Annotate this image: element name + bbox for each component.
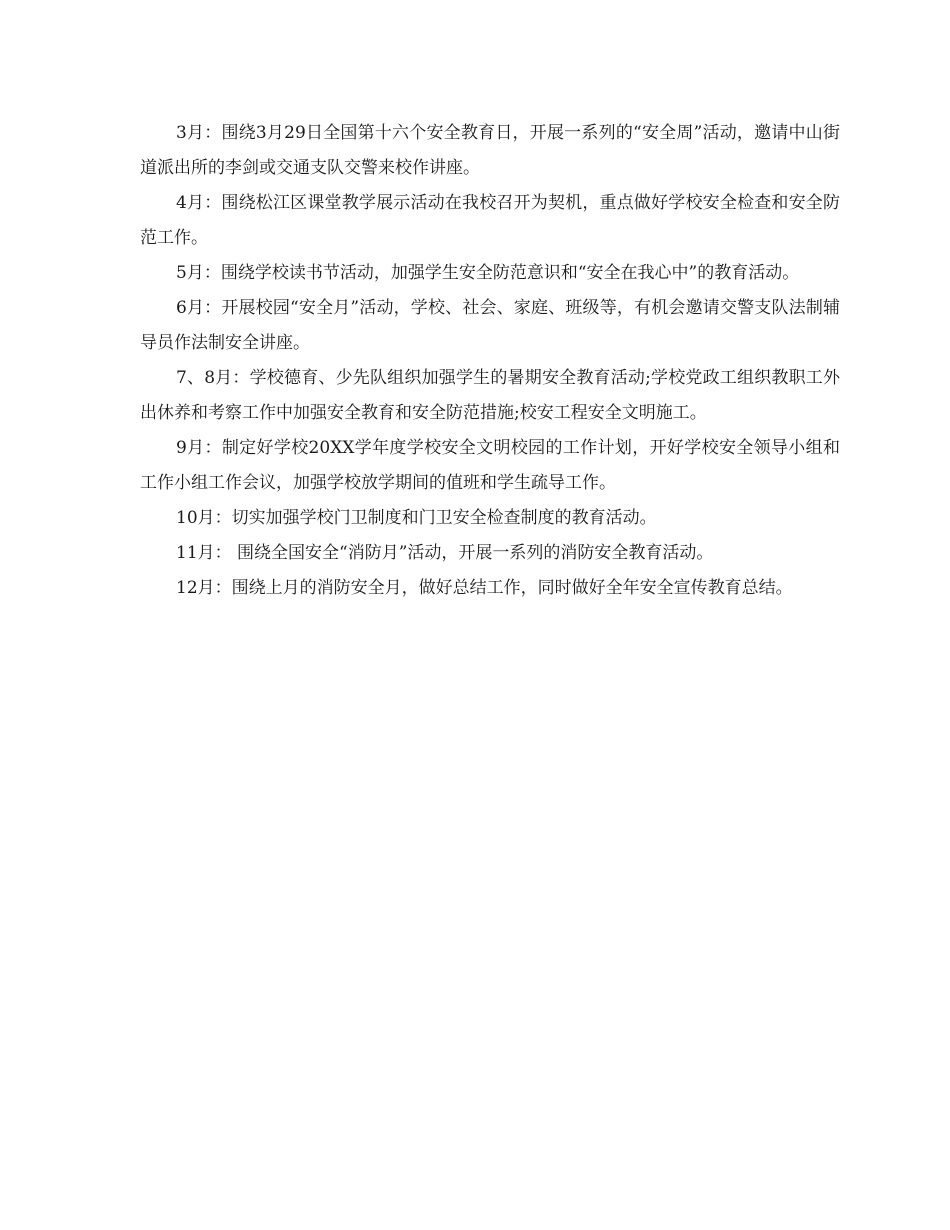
paragraph-march: 3月：围绕3月29日全国第十六个安全教育日，开展一系列的“安全周”活动，邀请中山街道派出所的李剑或交通支队交警来校作讲座。 — [140, 123, 840, 178]
paragraph-december: 12月：围绕上月的消防安全月，做好总结工作，同时做好全年安全宣传教育总结。 — [176, 578, 793, 598]
paragraph-september: 9月：制定好学校20XX学年度学校安全文明校园的工作计划，开好学校安全领导小组和工作小组工作会议，加强学校放学期间的值班和学生疏导工作。 — [140, 438, 840, 493]
paragraph-july-august: 7、8月：学校德育、少先队组织加强学生的暑期安全教育活动;学校党政工组织教职工外出休养和考察工作中加强安全教育和安全防范措施;校安工程安全文明施工。 — [140, 368, 840, 423]
paragraph-april: 4月：围绕松江区课堂教学展示活动在我校召开为契机，重点做好学校安全检查和安全防范工作。 — [140, 193, 840, 248]
paragraph-june: 6月：开展校园“安全月”活动，学校、社会、家庭、班级等，有机会邀请交警支队法制辅导员作法制安全讲座。 — [140, 298, 840, 353]
paragraph-november: 11月： 围绕全国安全“消防月”活动，开展一系列的消防安全教育活动。 — [176, 543, 714, 563]
document-body — [140, 116, 840, 606]
paragraph-may: 5月：围绕学校读书节活动，加强学生安全防范意识和“安全在我心中”的教育活动。 — [176, 263, 800, 283]
paragraph-october: 10月：切实加强学校门卫制度和门卫安全检查制度的教育活动。 — [176, 508, 657, 528]
